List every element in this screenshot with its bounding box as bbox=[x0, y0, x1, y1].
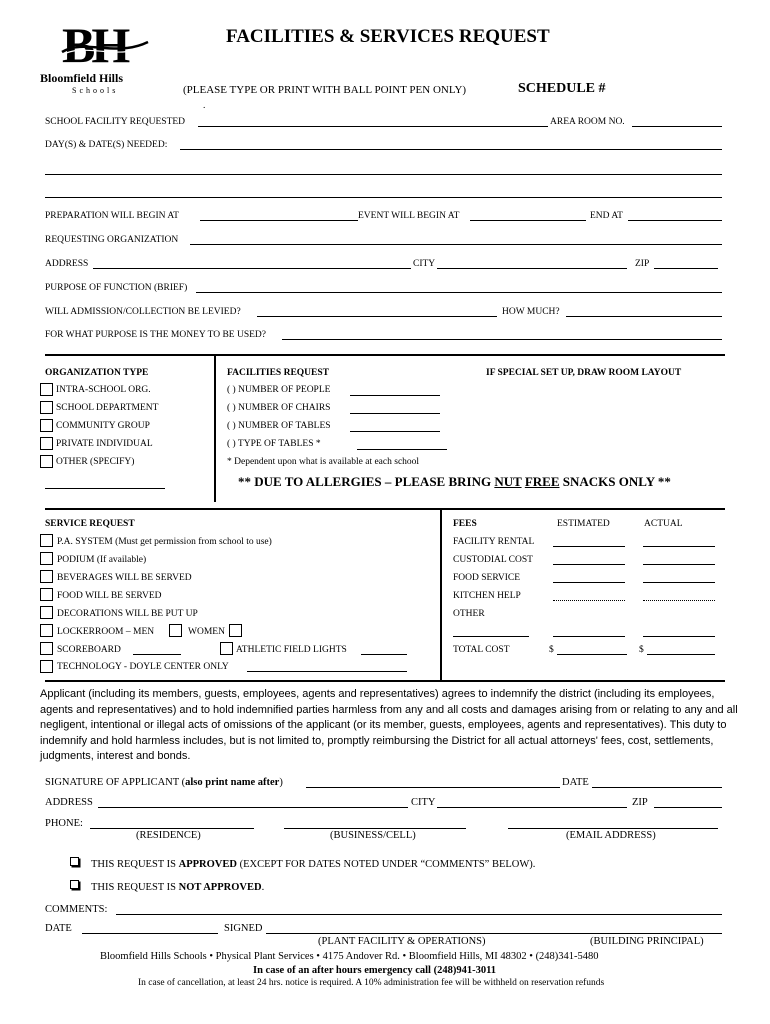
service-item-women: WOMEN bbox=[188, 627, 225, 637]
event-begin-label: EVENT WILL BEGIN AT bbox=[358, 211, 460, 221]
org-checkbox-private-individual[interactable] bbox=[40, 437, 53, 450]
fee-other-actual[interactable] bbox=[643, 636, 715, 637]
signature-field[interactable] bbox=[306, 787, 560, 788]
fee-item-facility-rental: FACILITY RENTAL bbox=[453, 537, 535, 547]
service-item-pa-system: P.A. SYSTEM (Must get permission from school to use) bbox=[57, 537, 272, 547]
facility-item-tables: ( ) NUMBER OF TABLES bbox=[227, 421, 331, 431]
service-item-decorations: DECORATIONS WILL BE PUT UP bbox=[57, 609, 198, 619]
approval-date-label: DATE bbox=[45, 923, 72, 934]
fee-total-label: TOTAL COST bbox=[453, 645, 510, 655]
org-checkbox-school-department[interactable] bbox=[40, 401, 53, 414]
school-facility-label: SCHOOL FACILITY REQUESTED bbox=[45, 117, 186, 127]
req-org-field[interactable] bbox=[190, 244, 722, 245]
fees-heading: FEES bbox=[453, 519, 477, 529]
money-purpose-label: FOR WHAT PURPOSE IS THE MONEY TO BE USED? bbox=[45, 330, 266, 340]
stray-dot: . bbox=[203, 101, 206, 111]
how-much-label: HOW MUCH? bbox=[502, 307, 560, 317]
signature-date-label: DATE bbox=[562, 777, 589, 788]
allergy-pre: ** DUE TO ALLERGIES – PLEASE BRING bbox=[238, 474, 495, 489]
fee-kitchen-help-actual[interactable] bbox=[643, 600, 715, 601]
prep-begin-label: PREPARATION WILL BEGIN AT bbox=[45, 211, 179, 221]
fee-total-actual[interactable] bbox=[647, 654, 715, 655]
applicant-address-field[interactable] bbox=[98, 807, 408, 808]
service-item-athletic-lights: ATHLETIC FIELD LIGHTS bbox=[236, 645, 347, 655]
city-field[interactable] bbox=[437, 268, 627, 269]
approval-date-field[interactable] bbox=[82, 933, 218, 934]
service-item-beverages: BEVERAGES WILL BE SERVED bbox=[57, 573, 192, 583]
signed-label: SIGNED bbox=[224, 923, 263, 934]
signature-date-field[interactable] bbox=[592, 787, 722, 788]
facility-note: * Dependent upon what is available at each school bbox=[227, 457, 420, 467]
indemnity-paragraph: Applicant (including its members, guests, employees, agents and representatives) agrees to indemnify the district (including its employees, agents and representatives) and to hold indemnified parties harmless from any and all costs and damages arising from or relating to any and all negligent, intentional or illegal acts of omissions of the applicant (or its member, guests, employees, agents and representatives). This duty to indemnify and hold harmless includes, but is not limited to, promptly reimbursing the District for all actual attorneys' fees, cost, settlements, judgments, interest and bonds. bbox=[40, 688, 738, 762]
org-other-field[interactable] bbox=[45, 488, 165, 489]
allergy-nut: NUT bbox=[494, 474, 522, 489]
facilities-request-heading: FACILITIES REQUEST bbox=[227, 368, 329, 378]
fee-total-estimated[interactable] bbox=[557, 654, 627, 655]
service-checkbox-athletic-lights[interactable] bbox=[220, 642, 233, 655]
fee-total-actual-dollar: $ bbox=[639, 645, 644, 655]
service-checkbox-technology[interactable] bbox=[40, 660, 53, 673]
service-checkbox-decorations[interactable] bbox=[40, 606, 53, 619]
phone-residence-caption: (RESIDENCE) bbox=[136, 830, 201, 841]
zip-field[interactable] bbox=[654, 268, 718, 269]
signature-label-bold: also print name after bbox=[185, 777, 280, 788]
fee-item-food-service: FOOD SERVICE bbox=[453, 573, 521, 583]
logo-monogram: BH bbox=[62, 17, 127, 73]
facility-people-field[interactable] bbox=[350, 395, 440, 396]
section-divider-middle bbox=[45, 508, 725, 510]
org-type-heading: ORGANIZATION TYPE bbox=[45, 368, 149, 378]
facility-item-people: ( ) NUMBER OF PEOPLE bbox=[227, 385, 331, 395]
facility-tables-field[interactable] bbox=[350, 431, 440, 432]
comments-label: COMMENTS: bbox=[45, 904, 108, 915]
approved-post: (EXCEPT FOR DATES NOTED UNDER “COMMENTS” BELOW). bbox=[236, 859, 536, 870]
section-divider-bottom bbox=[45, 680, 725, 682]
days-dates-label: DAY(S) & DATE(S) NEEDED: bbox=[45, 140, 168, 150]
days-dates-field-3[interactable] bbox=[45, 197, 722, 198]
signature-label-post: ) bbox=[279, 777, 283, 788]
days-dates-field[interactable] bbox=[180, 149, 722, 150]
service-checkbox-lockerroom-women-box[interactable] bbox=[169, 624, 182, 637]
service-checkbox-scoreboard[interactable] bbox=[40, 642, 53, 655]
logo-sub: Schools bbox=[72, 86, 119, 95]
org-item-school-department: SCHOOL DEPARTMENT bbox=[56, 403, 159, 413]
principal-caption: (BUILDING PRINCIPAL) bbox=[590, 936, 704, 947]
city-label: CITY bbox=[413, 259, 436, 269]
approved-bold: APPROVED bbox=[178, 859, 237, 870]
fee-facility-rental-estimated[interactable] bbox=[553, 546, 625, 547]
service-item-technology: TECHNOLOGY - DOYLE CENTER ONLY bbox=[57, 662, 229, 672]
service-checkbox-food[interactable] bbox=[40, 588, 53, 601]
admission-label: WILL ADMISSION/COLLECTION BE LEVIED? bbox=[45, 307, 241, 317]
phone-business-caption: (BUSINESS/CELL) bbox=[330, 830, 416, 841]
facility-chairs-field[interactable] bbox=[350, 413, 440, 414]
facility-item-chairs: ( ) NUMBER OF CHAIRS bbox=[227, 403, 331, 413]
fees-estimated-heading: ESTIMATED bbox=[557, 519, 610, 529]
facility-table-type-field[interactable] bbox=[357, 449, 447, 450]
service-request-heading: SERVICE REQUEST bbox=[45, 519, 135, 529]
applicant-zip-field[interactable] bbox=[654, 807, 722, 808]
fee-custodial-actual[interactable] bbox=[643, 564, 715, 565]
logo-swoosh-icon bbox=[60, 36, 150, 58]
not-approved-checkbox[interactable] bbox=[70, 880, 79, 889]
org-checkbox-other[interactable] bbox=[40, 455, 53, 468]
approved-pre: THIS REQUEST IS bbox=[91, 859, 179, 870]
allergy-free: FREE bbox=[524, 474, 560, 489]
phone-label: PHONE: bbox=[45, 818, 83, 829]
fee-food-service-actual[interactable] bbox=[643, 582, 715, 583]
service-item-podium: PODIUM (If available) bbox=[57, 555, 147, 565]
footer-cancellation: In case of cancellation, at least 24 hrs. notice is required. A 10% administration fee will be withheld on reservation refunds bbox=[138, 978, 605, 988]
footer-emergency: In case of an after hours emergency call (248)941-3011 bbox=[253, 965, 497, 976]
not-approved-text bbox=[91, 881, 264, 894]
org-item-other: OTHER (SPECIFY) bbox=[56, 457, 135, 467]
email-caption: (EMAIL ADDRESS) bbox=[566, 830, 656, 841]
section-vertical-divider bbox=[214, 354, 216, 502]
admission-field[interactable] bbox=[257, 316, 497, 317]
page-title: FACILITIES & SERVICES REQUEST bbox=[226, 26, 550, 47]
req-org-label: REQUESTING ORGANIZATION bbox=[45, 235, 179, 245]
scoreboard-field[interactable] bbox=[133, 654, 181, 655]
signed-field[interactable] bbox=[266, 933, 722, 934]
comments-field[interactable] bbox=[116, 914, 722, 915]
not-approved-pre: THIS REQUEST IS bbox=[91, 882, 179, 893]
applicant-city-label: CITY bbox=[411, 797, 436, 808]
fee-item-other: OTHER bbox=[453, 609, 485, 619]
fee-custodial-estimated[interactable] bbox=[553, 564, 625, 565]
area-room-field[interactable] bbox=[632, 126, 722, 127]
technology-field[interactable] bbox=[247, 671, 407, 672]
service-checkbox-women[interactable] bbox=[229, 624, 242, 637]
service-checkbox-lockerroom-men[interactable] bbox=[40, 624, 53, 637]
applicant-zip-label: ZIP bbox=[632, 797, 648, 808]
org-item-intra-school: INTRA-SCHOOL ORG. bbox=[56, 385, 151, 395]
instruction-text: (PLEASE TYPE OR PRINT WITH BALL POINT PEN ONLY) bbox=[183, 84, 467, 96]
org-item-community-group: COMMUNITY GROUP bbox=[56, 421, 150, 431]
allergy-post: SNACKS ONLY ** bbox=[559, 474, 671, 489]
district-logo bbox=[40, 17, 160, 96]
purpose-field[interactable] bbox=[196, 292, 722, 293]
athletic-lights-field[interactable] bbox=[361, 654, 407, 655]
end-at-label: END AT bbox=[590, 211, 623, 221]
applicant-city-field[interactable] bbox=[437, 807, 627, 808]
money-purpose-field[interactable] bbox=[282, 339, 722, 340]
fee-kitchen-help-estimated[interactable] bbox=[553, 600, 625, 601]
room-layout-note: IF SPECIAL SET UP, DRAW ROOM LAYOUT bbox=[486, 368, 682, 378]
schedule-label: SCHEDULE # bbox=[518, 81, 606, 96]
prep-begin-field[interactable] bbox=[200, 220, 358, 221]
fee-item-kitchen-help: KITCHEN HELP bbox=[453, 591, 521, 601]
end-at-field[interactable] bbox=[628, 220, 722, 221]
footer-address: Bloomfield Hills Schools • Physical Plant Services • 4175 Andover Rd. • Bloomfield Hills, MI 48302 • (248)341-5480 bbox=[100, 951, 599, 962]
how-much-field[interactable] bbox=[566, 316, 722, 317]
org-checkbox-community-group[interactable] bbox=[40, 419, 53, 432]
service-item-food: FOOD WILL BE SERVED bbox=[57, 591, 162, 601]
area-room-label: AREA ROOM NO. bbox=[550, 117, 625, 127]
org-item-private-individual: PRIVATE INDIVIDUAL bbox=[56, 439, 153, 449]
section-divider-top bbox=[45, 354, 725, 356]
not-approved-bold: NOT APPROVED bbox=[178, 882, 262, 893]
facility-item-table-type: ( ) TYPE OF TABLES * bbox=[227, 439, 321, 449]
service-checkbox-beverages[interactable] bbox=[40, 570, 53, 583]
fee-item-custodial: CUSTODIAL COST bbox=[453, 555, 533, 565]
zip-label: ZIP bbox=[635, 259, 650, 269]
fees-actual-heading: ACTUAL bbox=[644, 519, 683, 529]
event-begin-field[interactable] bbox=[470, 220, 586, 221]
signature-label-pre: SIGNATURE OF APPLICANT ( bbox=[45, 777, 186, 788]
org-checkbox-intra-school[interactable] bbox=[40, 383, 53, 396]
address-label: ADDRESS bbox=[45, 259, 89, 269]
plant-caption: (PLANT FACILITY & OPERATIONS) bbox=[318, 936, 486, 947]
school-facility-field[interactable] bbox=[198, 126, 548, 127]
fee-total-estimated-dollar: $ bbox=[549, 645, 554, 655]
fee-facility-rental-actual[interactable] bbox=[643, 546, 715, 547]
address-field[interactable] bbox=[93, 268, 411, 269]
purpose-label: PURPOSE OF FUNCTION (BRIEF) bbox=[45, 283, 188, 293]
fees-vertical-divider bbox=[440, 508, 442, 680]
service-checkbox-podium[interactable] bbox=[40, 552, 53, 565]
service-checkbox-pa-system[interactable] bbox=[40, 534, 53, 547]
fee-food-service-estimated[interactable] bbox=[553, 582, 625, 583]
signature-label bbox=[45, 776, 283, 789]
logo-name: Bloomfield Hills bbox=[40, 71, 124, 85]
allergy-notice bbox=[238, 474, 671, 490]
approved-checkbox[interactable] bbox=[70, 857, 79, 866]
fee-other-name[interactable] bbox=[453, 636, 529, 637]
fee-other-estimated[interactable] bbox=[553, 636, 625, 637]
service-item-lockerroom-men: LOCKERROOM – MEN bbox=[57, 627, 155, 637]
service-item-scoreboard: SCOREBOARD bbox=[57, 645, 121, 655]
not-approved-post: . bbox=[261, 882, 265, 893]
days-dates-field-2[interactable] bbox=[45, 174, 722, 175]
applicant-address-label: ADDRESS bbox=[45, 797, 93, 808]
approved-text bbox=[91, 858, 535, 871]
